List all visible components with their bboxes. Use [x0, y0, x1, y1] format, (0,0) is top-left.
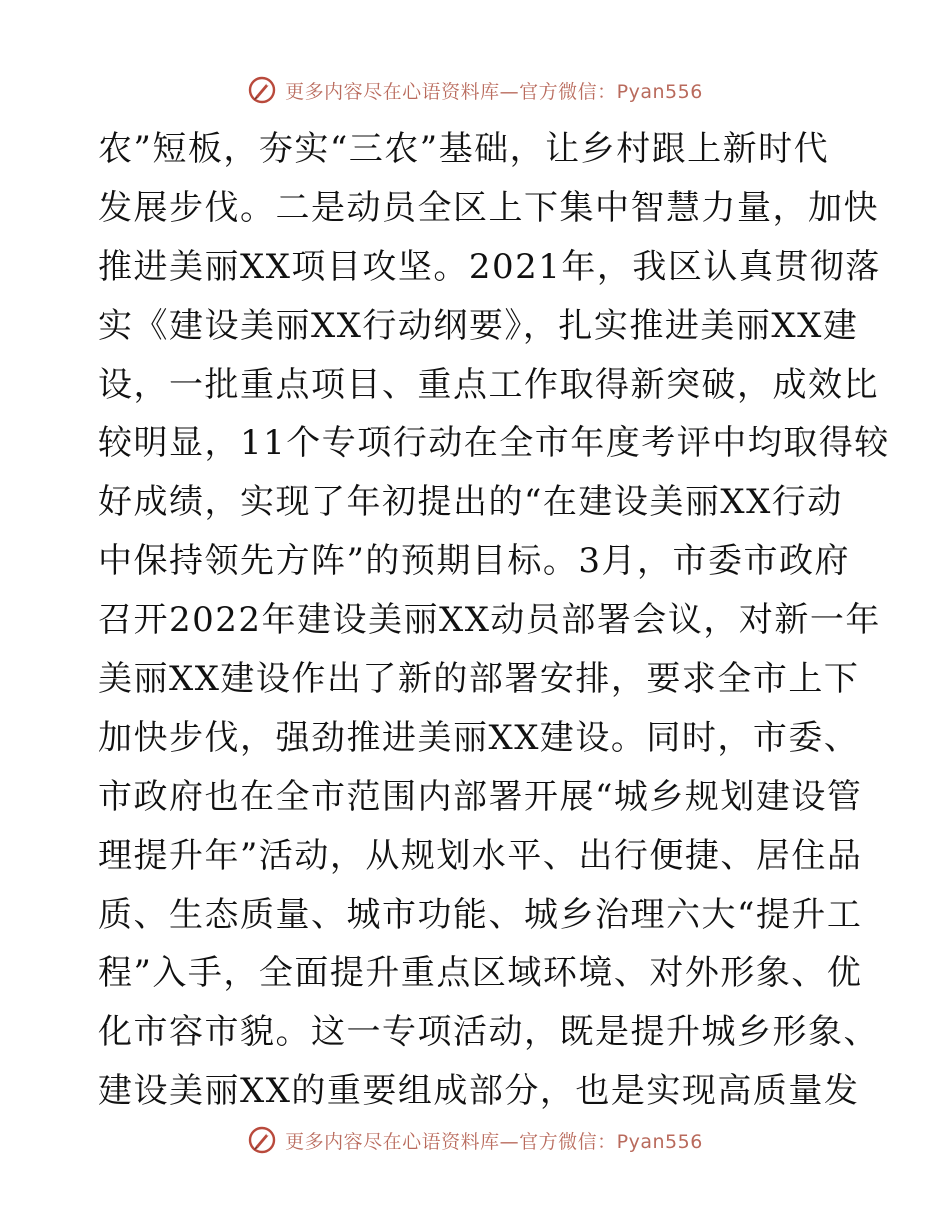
- body-line: 实《建设美丽XX行动纲要》，扎实推进美丽XX建: [98, 305, 859, 346]
- header-banner: [0, 72, 950, 108]
- quill-pen-icon: [247, 75, 277, 105]
- body-line: 美丽XX建设作出了新的部署安排，要求全市上下: [98, 659, 860, 700]
- footer-banner: [0, 1122, 950, 1158]
- body-line: 程”入手，全面提升重点区域环境、对外形象、优: [98, 953, 863, 994]
- body-line: 中保持领先方阵”的预期目标。3月，市委市政府: [98, 541, 851, 582]
- body-line: 化市容市貌。这一专项活动，既是提升城乡形象、: [98, 1012, 879, 1053]
- footer-banner-text: 更多内容尽在心语资料库—官方微信：Pyan556: [285, 1130, 703, 1153]
- body-line: 召开2022年建设美丽XX动员部署会议，对新一年: [98, 600, 881, 641]
- body-line: 较明显，11个专项行动在全市年度考评中均取得较: [98, 423, 890, 464]
- body-line: 建设美丽XX的重要组成部分，也是实现高质量发: [98, 1071, 860, 1112]
- body-line: 好成绩，实现了年初提出的“在建设美丽XX行动: [98, 482, 843, 523]
- body-line: 市政府也在全市范围内部署开展“城乡规划建设管: [98, 776, 863, 817]
- document-body: [98, 120, 890, 1121]
- body-line: 理提升年”活动，从规划水平、出行便捷、居住品: [98, 835, 863, 876]
- body-line: 农”短板，夯实“三农”基础，让乡村跟上新时代: [98, 129, 830, 169]
- body-line: 发展步伐。二是动员全区上下集中智慧力量，加快: [98, 187, 879, 228]
- body-line: 设，一批重点项目、重点工作取得新突破，成效比: [98, 364, 879, 405]
- body-line: 加快步伐，强劲推进美丽XX建设。同时，市委、: [98, 717, 860, 758]
- quill-pen-icon: [247, 1125, 277, 1155]
- body-line: 质、生态质量、城市功能、城乡治理六大“提升工: [98, 894, 863, 935]
- body-line: 推进美丽XX项目攻坚。2021年，我区认真贯彻落: [98, 246, 881, 287]
- header-banner-text: 更多内容尽在心语资料库—官方微信：Pyan556: [285, 80, 703, 103]
